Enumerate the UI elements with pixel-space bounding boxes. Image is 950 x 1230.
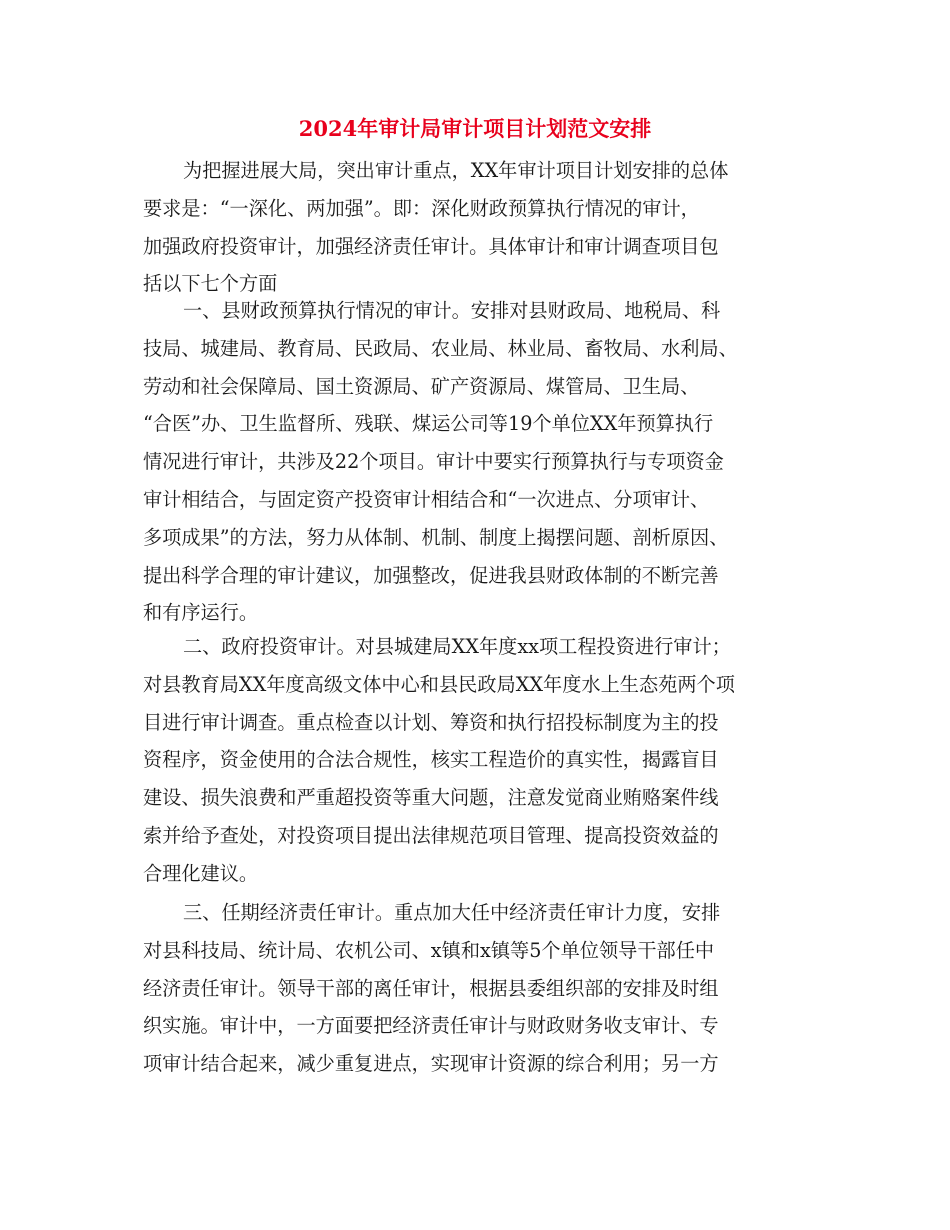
paragraph-line: 和有序运行。 [143, 601, 259, 625]
paragraph-line: 三、任期经济责任审计。重点加大任中经济责任审计力度，安排 [183, 901, 721, 924]
paragraph-line: 对县教育局XX年度高级文体中心和县民政局XX年度水上生态苑两个项 [143, 672, 735, 696]
paragraph-line: 技局、城建局、教育局、民政局、农业局、林业局、畜牧局、水利局、 [143, 336, 738, 360]
paragraph-line: 审计相结合，与固定资产投资审计相结合和“一次进点、分项审计、 [143, 488, 710, 511]
paragraph-line: 多项成果”的方法，努力从体制、机制、制度上揭摆问题、剖析原因、 [143, 525, 729, 549]
paragraph-line: 项审计结合起来，减少重复进点，实现审计资源的综合利用；另一方 [143, 1052, 719, 1076]
paragraph-line: 提出科学合理的审计建议，加强整改，促进我县财政体制的不断完善 [143, 563, 719, 587]
paragraph-line: 劳动和社会保障局、国土资源局、矿产资源局、煤管局、卫生局、 [143, 374, 700, 398]
paragraph-line: 目进行审计调查。重点检查以计划、筹资和执行招投标制度为主的投 [143, 710, 719, 734]
paragraph-line: 要求是：“一深化、两加强”。即：深化财政预算执行情况的审计， [143, 196, 700, 220]
document-title: 2024年审计局审计项目计划范文安排 [298, 116, 652, 141]
paragraph-line: 索并给予查处，对投资项目提出法律规范项目管理、提高投资效益的 [143, 824, 719, 847]
paragraph-line: 织实施。审计中，一方面要把经济责任审计与财政财务收支审计、专 [143, 1014, 719, 1038]
paragraph-line: “合医”办、卫生监督所、残联、煤运公司等19个单位XX年预算执行 [143, 412, 714, 436]
paragraph-line: 合理化建议。 [143, 861, 259, 885]
paragraph-line: 加强政府投资审计，加强经济责任审计。具体审计和审计调查项目包 [143, 234, 719, 258]
paragraph-line: 对县科技局、统计局、农机公司、x镇和x镇等5个单位领导干部任中 [143, 938, 715, 962]
paragraph-line: 括以下七个方面 [143, 272, 278, 296]
paragraph-line: 资程序，资金使用的合法合规性，核实工程造价的真实性，揭露盲目 [143, 748, 719, 772]
paragraph-line: 为把握进展大局，突出审计重点，XX年审计项目计划安排的总体 [183, 159, 729, 182]
paragraph-line: 经济责任审计。领导干部的离任审计，根据县委组织部的安排及时组 [143, 976, 719, 1000]
paragraph-line: 二、政府投资审计。对县城建局XX年度xx项工程投资进行审计； [183, 635, 731, 658]
paragraph-line: 建设、损失浪费和严重超投资等重大问题，注意发觉商业贿赂案件线 [143, 786, 719, 810]
paragraph-line: 一、县财政预算执行情况的审计。安排对县财政局、地税局、科 [183, 299, 721, 322]
paragraph-line: 情况进行审计，共涉及22个项目。审计中要实行预算执行与专项资金 [143, 450, 724, 474]
